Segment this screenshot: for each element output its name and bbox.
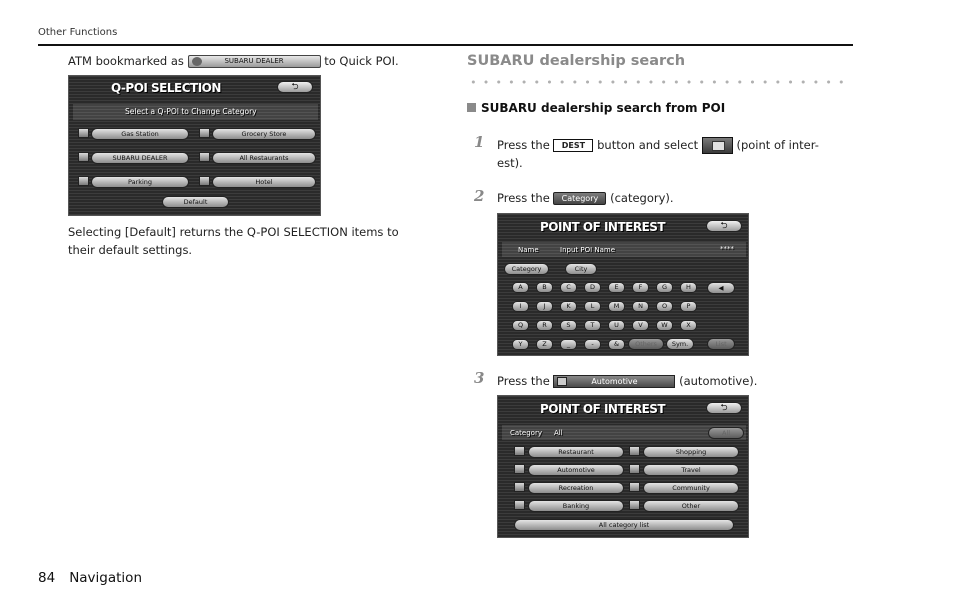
key-z[interactable]: Z [536, 339, 553, 350]
key-o[interactable]: O [656, 301, 673, 312]
qpoi-item-all-restaurants[interactable]: All Restaurants [212, 152, 316, 164]
category-screen-title: POINT OF INTEREST [540, 402, 666, 416]
cart-icon [199, 128, 210, 138]
square-bullet-icon [467, 103, 476, 112]
key-r[interactable]: R [536, 320, 553, 331]
parking-icon [78, 176, 89, 186]
name-stars: **** [720, 245, 734, 253]
key-i[interactable]: I [512, 301, 529, 312]
step-2-text-a: Press the [497, 191, 550, 205]
key-v[interactable]: V [632, 320, 649, 331]
key-symbol-4[interactable]: & [608, 339, 625, 350]
subaru-icon [78, 152, 89, 162]
poi-input-screen [497, 213, 749, 356]
qpoi-item-grocery-store[interactable]: Grocery Store [212, 128, 316, 140]
category-item-travel[interactable]: Travel [643, 464, 739, 476]
category-value: All [554, 429, 563, 437]
key-g[interactable]: G [656, 282, 673, 293]
step-2-text-b: (category). [610, 191, 674, 205]
key-x[interactable]: X [680, 320, 697, 331]
dest-button-icon: DEST [553, 139, 593, 152]
banking-icon [514, 500, 525, 510]
step-1-text-a: Press the [497, 138, 550, 152]
key-u[interactable]: U [608, 320, 625, 331]
category-button[interactable]: Category [504, 263, 549, 275]
poi-category-screen [497, 395, 749, 538]
all-button[interactable]: All [708, 427, 744, 439]
page-number: 84 [38, 570, 56, 586]
back-button[interactable]: ⮌ [277, 81, 313, 93]
subaru-icon [192, 57, 202, 66]
header-rule [38, 44, 853, 46]
step-1-text-d: est). [497, 156, 523, 170]
category-chip: Category [553, 192, 606, 205]
name-input[interactable]: Input POI Name [560, 246, 616, 254]
category-item-recreation[interactable]: Recreation [528, 482, 624, 494]
poi-icon [702, 137, 733, 154]
key-n[interactable]: N [632, 301, 649, 312]
qpoi-item-parking[interactable]: Parking [91, 176, 189, 188]
subaru-dealer-chip [188, 55, 321, 68]
key-f[interactable]: F [632, 282, 649, 293]
key-l[interactable]: L [584, 301, 601, 312]
step-3-text [497, 374, 757, 388]
key-w[interactable]: W [656, 320, 673, 331]
category-item-shopping[interactable]: Shopping [643, 446, 739, 458]
list-button[interactable]: List [707, 338, 735, 350]
qpoi-item-subaru-dealer[interactable]: SUBARU DEALER [91, 152, 189, 164]
others-button[interactable]: Others [628, 338, 664, 350]
qpoi-subtitle: Select a Q-POI to Change Category [125, 107, 257, 116]
key-symbol-2[interactable]: _ [560, 339, 577, 350]
key-b[interactable]: B [536, 282, 553, 293]
key-q[interactable]: Q [512, 320, 529, 331]
category-item-other[interactable]: Other [643, 500, 739, 512]
all-category-list-button[interactable]: All category list [514, 519, 734, 531]
subsection-title-text: SUBARU dealership search from POI [481, 101, 726, 115]
city-button[interactable]: City [565, 263, 597, 275]
key-h[interactable]: H [680, 282, 697, 293]
automotive-chip [553, 375, 675, 388]
footer-section: Navigation [69, 570, 143, 586]
fork-icon [199, 152, 210, 162]
qpoi-selection-screen [68, 75, 321, 216]
community-icon [629, 482, 640, 492]
step-2-number: 2 [474, 187, 485, 205]
category-item-banking[interactable]: Banking [528, 500, 624, 512]
name-label: Name [518, 246, 539, 254]
qpoi-item-hotel[interactable]: Hotel [212, 176, 316, 188]
qpoi-screen-title: Q-POI SELECTION [111, 81, 221, 95]
car-icon [557, 377, 567, 386]
key-d[interactable]: D [584, 282, 601, 293]
backspace-button[interactable]: ◀ [707, 282, 735, 294]
automotive-icon [514, 464, 525, 474]
symbols-button[interactable]: Sym. [666, 338, 694, 350]
back-button[interactable]: ⮌ [706, 402, 742, 414]
other-icon [629, 500, 640, 510]
recreation-icon [514, 482, 525, 492]
hotel-icon [199, 176, 210, 186]
key-symbol-3[interactable]: - [584, 339, 601, 350]
category-label: Category [510, 429, 542, 437]
step-3-number: 3 [474, 369, 485, 387]
atm-line [68, 54, 399, 68]
restaurant-icon [514, 446, 525, 456]
key-t[interactable]: T [584, 320, 601, 331]
step-2-text [497, 191, 674, 205]
key-j[interactable]: J [536, 301, 553, 312]
atm-before: ATM bookmarked as [68, 54, 184, 68]
dotted-divider [467, 79, 847, 85]
default-button[interactable]: Default [162, 196, 229, 208]
key-y[interactable]: Y [512, 339, 529, 350]
key-k[interactable]: K [560, 301, 577, 312]
qpoi-item-gas-station[interactable]: Gas Station [91, 128, 189, 140]
key-m[interactable]: M [608, 301, 625, 312]
travel-icon [629, 464, 640, 474]
category-item-community[interactable]: Community [643, 482, 739, 494]
poi-screen-title: POINT OF INTEREST [540, 220, 666, 234]
step-1-text-c: (point of inter- [736, 138, 819, 152]
category-item-automotive[interactable]: Automotive [528, 464, 624, 476]
subaru-dealer-chip-label: SUBARU DEALER [224, 57, 284, 65]
step-3-text-b: (automotive). [679, 374, 758, 388]
key-s[interactable]: S [560, 320, 577, 331]
key-p[interactable]: P [680, 301, 697, 312]
section-title: SUBARU dealership search [467, 53, 686, 69]
step-3-text-a: Press the [497, 374, 550, 388]
step-1-text-b: button and select [597, 138, 699, 152]
default-note: Selecting [Default] returns the Q-POI SELECTION items to their default settings. [68, 225, 399, 257]
step-1-number: 1 [474, 133, 485, 151]
gas-icon [78, 128, 89, 138]
back-button[interactable]: ⮌ [706, 220, 742, 232]
shopping-icon [629, 446, 640, 456]
category-item-restaurant[interactable]: Restaurant [528, 446, 624, 458]
key-a[interactable]: A [512, 282, 529, 293]
automotive-chip-label: Automotive [591, 377, 638, 386]
step-1-text [497, 137, 819, 154]
key-e[interactable]: E [608, 282, 625, 293]
key-c[interactable]: C [560, 282, 577, 293]
running-header: Other Functions [38, 27, 118, 38]
page-footer [38, 570, 142, 586]
atm-after: to Quick POI. [324, 54, 399, 68]
subsection-title [467, 101, 725, 115]
